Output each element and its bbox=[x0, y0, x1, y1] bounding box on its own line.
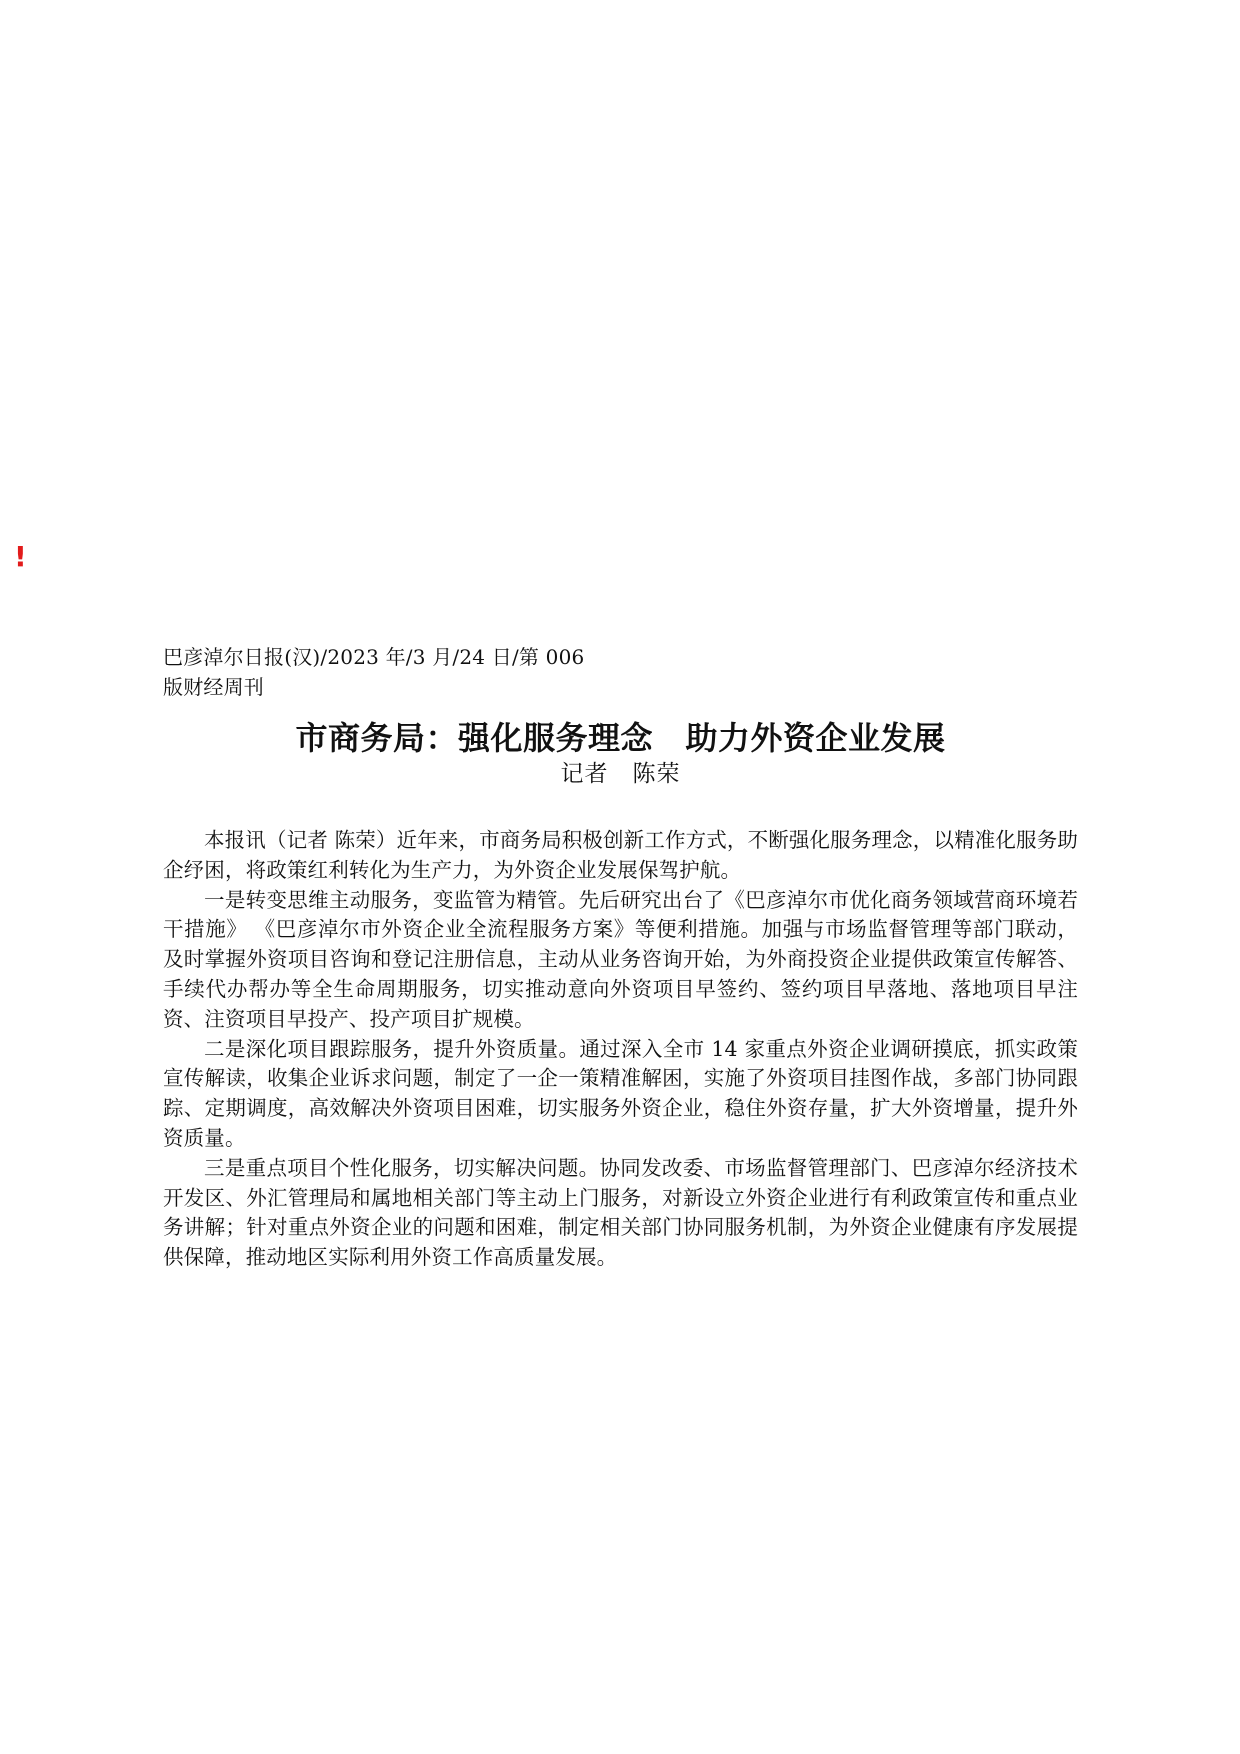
byline: 记者 陈荣 bbox=[560, 761, 681, 787]
source-line: 巴彦淖尔日报(汉)/2023 年/3 月/24 日/第 006 bbox=[163, 645, 585, 669]
red-exclamation-mark: ! bbox=[14, 540, 27, 573]
article-paragraph: 二是深化项目跟踪服务，提升外资质量。通过深入全市 14 家重点外资企业调研摸底，抓实政策宣传解读，收集企业诉求问题，制定了一企一策精准解困，实施了外资项目挂图作战，多部门协同跟踪、定期调度，高效解决外资项目困难，切实服务外资企业，稳住外资存量，扩大外资增量，提升外资质量。 bbox=[163, 1036, 1078, 1150]
news-article bbox=[163, 642, 1078, 1273]
article-title: 市商务局：强化服务理念 助力外资企业发展 bbox=[295, 719, 946, 757]
article-paragraph: 本报讯（记者 陈荣）近年来，市商务局积极创新工作方式，不断强化服务理念，以精准化服务助企纾困，将政策红利转化为生产力，为外资企业发展保驾护航。 bbox=[163, 828, 1078, 882]
article-paragraph: 一是转变思维主动服务，变监管为精管。先后研究出台了《巴彦淖尔市优化商务领域营商环境若干措施》 《巴彦淖尔市外资企业全流程服务方案》等便利措施。加强与市场监督管理等部门联动，及时掌握外资项目咨询和登记注册信息，主动从业务咨询开始，为外商投资企业提供政策宣传解答、手续代办帮办等全生命周期服务，切实推动意向外资项目早签约、签约项目早落地、落地项目早注资、注资项目早投产、投产项目扩规模。 bbox=[163, 887, 1078, 1031]
article-paragraph: 三是重点项目个性化服务，切实解决问题。协同发改委、市场监督管理部门、巴彦淖尔经济技术开发区、外汇管理局和属地相关部门等主动上门服务，对新设立外资企业进行有利政策宣传和重点业务讲解；针对重点外资企业的问题和困难，制定相关部门协同服务机制，为外资企业健康有序发展提供保障，推动地区实际利用外资工作高质量发展。 bbox=[163, 1155, 1078, 1270]
source-line-continued: 版财经周刊 bbox=[163, 675, 264, 699]
article-body bbox=[163, 826, 1078, 1273]
